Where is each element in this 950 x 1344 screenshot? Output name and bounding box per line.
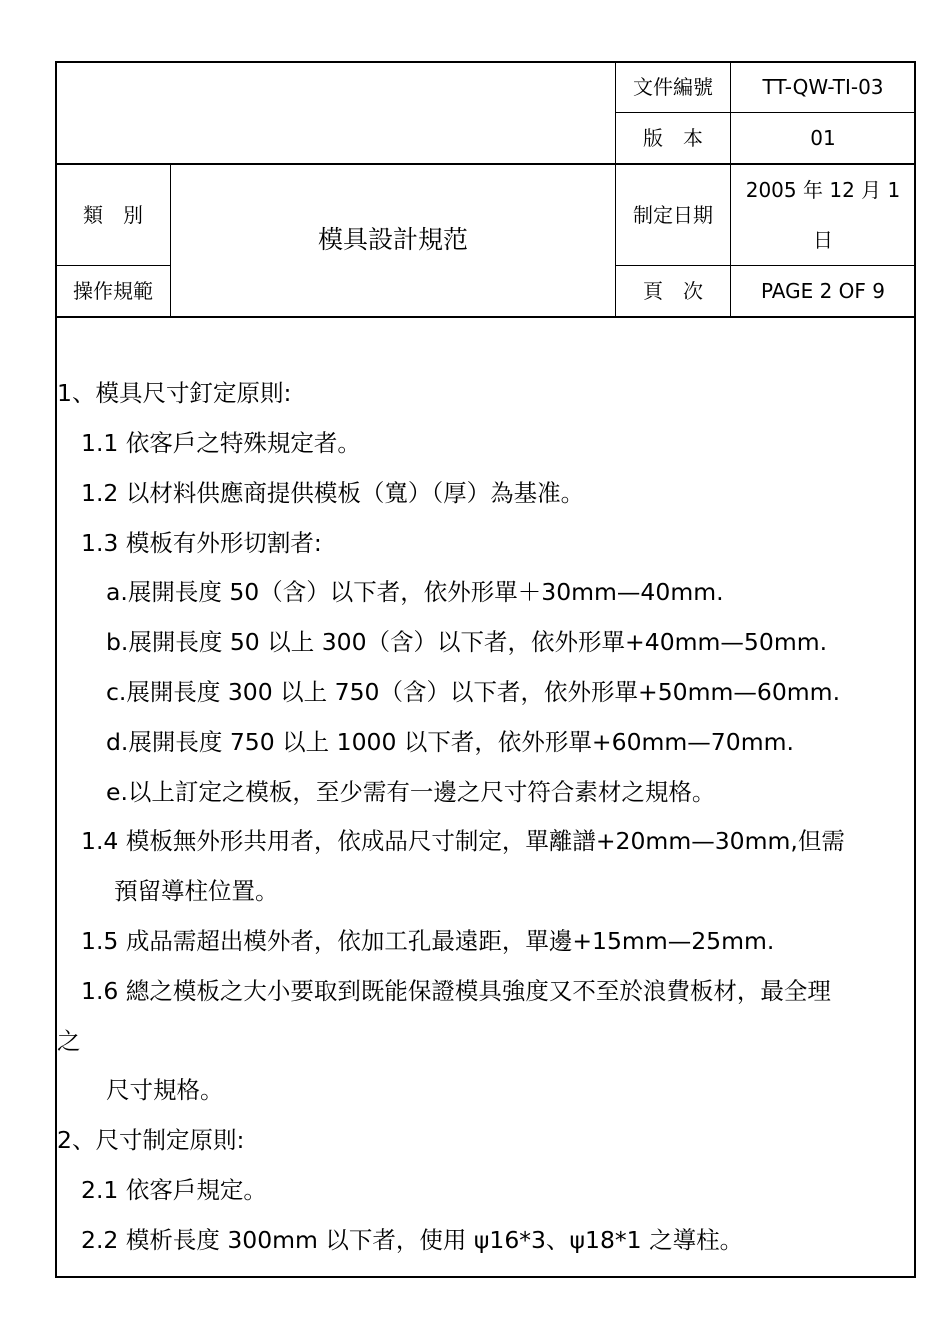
document-title: 模具設計規范 bbox=[317, 225, 468, 254]
body-line: 1.2 以材料供應商提供模板（寬）（厚）為基准。 bbox=[81, 479, 585, 507]
date-value bbox=[731, 164, 915, 265]
body-line: 之 bbox=[57, 1027, 81, 1055]
doc-number-label: 文件編號 bbox=[633, 75, 713, 99]
operation-label: 操作規範 bbox=[73, 279, 153, 303]
body-line: b.展開長度 50 以上 300（含）以下者，依外形單+40mm—50mm. bbox=[106, 628, 828, 656]
section-heading: 1、模具尺寸釘定原則: bbox=[57, 379, 292, 407]
body-line: a.展開長度 50（含）以下者，依外形單＋30mm—40mm. bbox=[106, 578, 724, 606]
category-label: 類 別 bbox=[83, 202, 143, 227]
version-value: 01 bbox=[810, 126, 836, 150]
body-line: 預留導柱位置。 bbox=[114, 877, 279, 905]
body-line: c.展開長度 300 以上 750（含）以下者，依外形單+50mm—60mm. bbox=[106, 678, 841, 706]
date-label: 制定日期 bbox=[633, 202, 713, 227]
body-line: 1.6 總之模板之大小要取到既能保證模具強度又不至於浪費板材，最全理 bbox=[81, 977, 831, 1005]
body-line: 2.2 模析長度 300mm 以下者，使用 ψ16*3、ψ18*1 之導柱。 bbox=[81, 1226, 744, 1254]
body-line: 2.1 依客戶規定。 bbox=[81, 1176, 267, 1204]
body-line: 1.4 模板無外形共用者，依成品尺寸制定，單離譜+20mm—30mm,但需 bbox=[81, 827, 845, 855]
body-line: 1.1 依客戶之特殊規定者。 bbox=[81, 429, 361, 457]
body-line: d.展開長度 750 以上 1000 以下者，依外形單+60mm—70mm. bbox=[106, 728, 794, 756]
date-value-line1: 2005 年 12 月 1 bbox=[745, 177, 901, 202]
section-heading: 2、尺寸制定原則: bbox=[57, 1126, 245, 1154]
version-label: 版 本 bbox=[643, 126, 703, 150]
body-line: 尺寸規格。 bbox=[106, 1076, 224, 1104]
page-label: 頁 次 bbox=[643, 279, 703, 303]
header-rule bbox=[55, 316, 916, 318]
body-line: 1.5 成品需超出模外者，依加工孔最遠距，單邊+15mm—25mm. bbox=[81, 927, 775, 955]
body-line: e.以上訂定之模板，至少需有一邊之尺寸符合素材之規格。 bbox=[106, 778, 716, 806]
body-line: 1.3 模板有外形切割者: bbox=[81, 529, 322, 557]
page-value: PAGE 2 OF 9 bbox=[760, 279, 885, 303]
doc-number-value: TT-QW-TI-03 bbox=[762, 75, 884, 99]
date-value-line2: 日 bbox=[813, 227, 833, 252]
